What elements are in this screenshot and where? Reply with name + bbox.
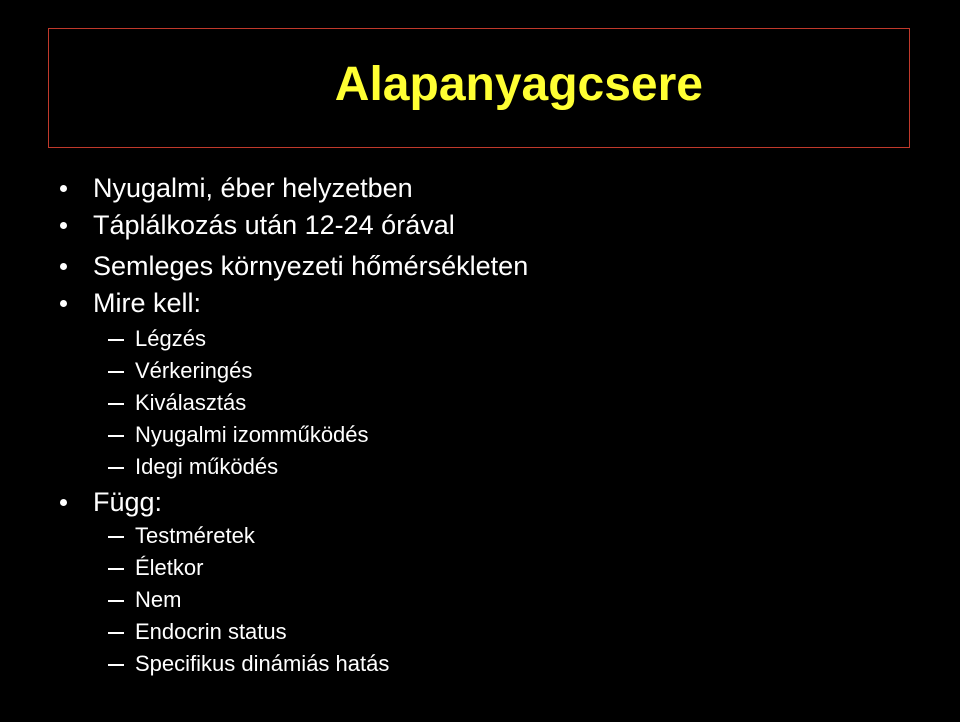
bullet-text: Mire kell:	[93, 288, 202, 318]
sub-item-text: Endocrin status	[135, 619, 287, 644]
dash-icon	[108, 600, 124, 602]
dash-icon	[108, 339, 124, 341]
sub-item-text: Testméretek	[135, 523, 255, 548]
bullet-dot-icon	[60, 185, 67, 192]
bullet-dot-icon	[60, 499, 67, 506]
bullet-dot-icon	[60, 222, 67, 229]
sub-item-text: Nyugalmi izomműködés	[135, 422, 369, 447]
bullet-dot-icon	[60, 300, 67, 307]
dash-icon	[108, 435, 124, 437]
dash-icon	[108, 371, 124, 373]
sub-item-text: Légzés	[135, 326, 206, 351]
dash-icon	[108, 632, 124, 634]
sub-item-text: Nem	[135, 587, 182, 612]
dash-icon	[108, 664, 124, 666]
dash-icon	[108, 467, 124, 469]
bullet-text: Nyugalmi, éber helyzetben	[93, 173, 413, 203]
sub-item-text: Kiválasztás	[135, 390, 247, 415]
slide-title: Alapanyagcsere	[334, 58, 703, 111]
sub-item-text: Idegi működés	[135, 454, 279, 479]
bullet-text: Semleges környezeti hőmérsékleten	[93, 251, 529, 281]
bullet-text: Táplálkozás után 12-24 órával	[93, 210, 455, 240]
dash-icon	[108, 536, 124, 538]
dash-icon	[108, 403, 124, 405]
dash-icon	[108, 568, 124, 570]
sub-item-text: Vérkeringés	[135, 358, 253, 383]
sub-item-text: Életkor	[135, 555, 204, 580]
sub-item-text: Specifikus dinámiás hatás	[135, 651, 390, 676]
bullet-dot-icon	[60, 263, 67, 270]
bullet-text: Függ:	[93, 487, 163, 517]
